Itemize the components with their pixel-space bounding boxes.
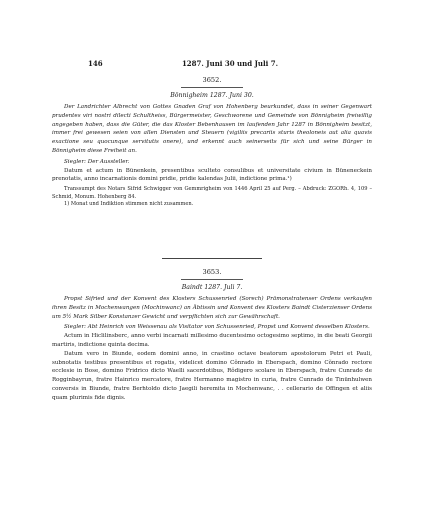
running-title: 1287. Juni 30 und Juli 7.: [181, 59, 279, 68]
summary: Propst Sifried und der Konvent des Klosters Schussenried (Sorech) Prämonstratenser Ordens verkaufen ihren Besitz in Mochenwangen (Mochinwanc) an Äbtissin und Konvent des Klosters Baindt Cisterzienser Ordens um 5½ Mark Silber Konstanzer Gewicht und verpflichten sich zur Gewährschaft.: [52, 296, 372, 320]
document-3652: [52, 76, 372, 208]
seal-note: [52, 158, 372, 167]
document-number: 3653.: [202, 268, 222, 276]
page-number: 146: [88, 59, 103, 68]
footnote: 1) Monat und Indiktion stimmen nicht zusammen.: [64, 200, 194, 207]
dating-clause: Datum et actum in Bünenkein, presentibus sculteto consulibus et universitate civium in Büneneckein prenotatis, anno incarnationis domini pridie, pridie kalendas Julii, indictione prima.¹): [52, 167, 372, 183]
document-3653: [52, 268, 372, 403]
source-note: Transsumpt des Notars Sifrid Schwigger von Gemmrigheim von 1446 April 25 auf Perg. – Abdruck: ZGORh. 4, 109 – Schmid, Monum. Hohenberg 84.: [52, 186, 372, 200]
separator-line: [162, 258, 262, 259]
seal-text: Siegler: Abt Heinrich von Weissenau als Visitator von Schussenried, Propst und Konvent desselben Klosters.: [64, 324, 370, 331]
divider-rule: [181, 87, 243, 88]
seal-text: Siegler: Der Aussteller.: [64, 158, 130, 165]
divider-rule: [181, 279, 243, 280]
witness-list: Datum vero in Biunde, eodem domini anno, in crastino octave beatorum apostolorum Petri et Pauli, subnotatis testibus presentibus et rogatis, videlicet domino Cŏnrado in Eberspach, domino Cŏnrado rectore ecclesie in Bose, domino Fridrico dicto Waelli sacerdotibus, Rŏdigero scolare in Eberspach, fratre Cunrado de Rogginbayrun, fratre Hainrico mercatore, fratre Hermanno magistro in curia, fratre Cunrado de Tinünhulwen conversis in Biunde, fratre Berhtoldo dicto Jaegili heremita in Mochenwanc, . . cellerario de Offingen et aliis quam plurimis fide dignis.: [52, 350, 372, 401]
document-number: 3652.: [202, 76, 222, 84]
running-header: [88, 59, 372, 71]
seal-note: [52, 323, 372, 332]
place-date: Baindt 1287. Juli 7.: [181, 284, 243, 291]
place-date: Bönnigheim 1287. Juni 30.: [170, 92, 254, 99]
dating-clause: Actum in Hiclilinsberc, anno verbi incarnati millesimo ducentesimo octogesimo septimo, in die beati Georgii martiris, indictione quinta decima.: [52, 333, 372, 348]
summary: Der Landrichter Albrecht von Gottes Gnaden Graf von Hohenberg beurkundet, dass in seiner Gegenwart prudentes viri nostri dilecti Schultheiss, Bürgermeister, Geschworene und Gemeinde von Bönnigheim freiwillig angegeben haben, dass die Güter, die das Kloster Bebenhausen im laufenden Jahr 1287 in Bönnigheim besitzt, immer frei gewesen seien von allen Diensten und Steuern (vigiliis precariis sturis theoloneis aut alia quavis exactione seu quocunque servitutis onere), und erkennt auch seinerseits für sich und seine Bürger in Bönnigheim diese Freiheit an.: [52, 104, 372, 154]
document-separator: [52, 258, 372, 259]
